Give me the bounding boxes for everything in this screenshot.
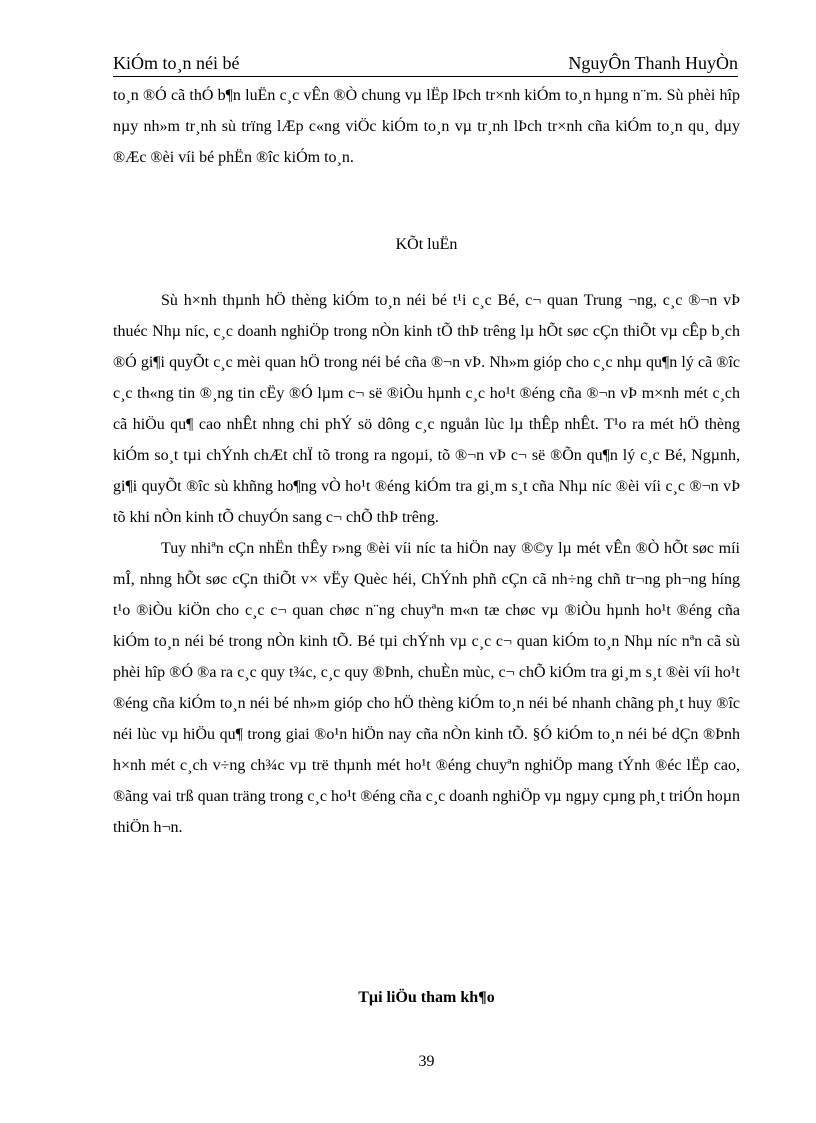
references-heading: Tµi liÖu tham kh¶o xyxy=(358,989,495,1006)
document-body xyxy=(113,80,740,843)
paragraph-conclusion-2: Tuy nhiªn cÇn nhËn thÊy r»ng ®èi víi níc ta hiÖn nay ®©y lµ mét vÊn ®Ò hÕt søc míi mÎ, nhng hÕt søc cÇn thiÕt v× vËy Quèc héi, ChÝnh phñ cÇn cã nh÷ng chñ tr¬ng ph¬ng híng t¹o ®iÒu kiÖn cho c¸c c¬ quan chøc n¨ng chuyªn m«n tæ chøc vµ ®iÒu hµnh ho¹t ®éng cña kiÓm to¸n néi bé trong nÒn kinh tÕ. Bé tµi chÝnh vµ c¸c c¬ quan kiÓm to¸n Nhµ níc nªn cã sù phèi hîp ®Ó ®a ra c¸c quy t¾c, c¸c quy ®Þnh, chuÈn mùc, c¬ chÕ kiÓm tra gi¸m s¸t ®èi víi ho¹t ®éng cña kiÓm to¸n néi bé nh»m gióp cho hÖ thèng kiÓm to¸n néi bé nhanh chãng ph¸t huy ®îc néi lùc vµ hiÖu qu¶ trong giai ®o¹n hiÖn nay cña nÒn kinh tÕ. §Ó kiÓm to¸n néi bé dÇn ®Þnh h×nh mét c¸ch v÷ng ch¾c vµ trë thµnh mét ho¹t ®éng chuyªn nghiÖp mang tÝnh ®éc lËp cao, ®ãng vai trß quan träng trong c¸c ho¹t ®éng cña c¸c doanh nghiÖp vµ ngµy cµng ph¸t triÓn hoµn thiÖn h¬n. xyxy=(113,540,740,836)
page-number: 39 xyxy=(418,1053,435,1070)
paragraph-continuation: to¸n ®Ó cã thÓ b¶n luËn c¸c vÊn ®Ò chung vµ lËp lÞch tr×nh kiÓm to¸n hµng n¨m. Sù phèi hîp nµy nh»m tr¸nh sù trïng lÆp c«ng viÖc kiÓm to¸n vµ tr¸nh lÞch tr×nh cña kiÓm to¸n qu¸ dµy ®Æc ®èi víi bé phËn ®îc kiÓm to¸n. xyxy=(113,87,740,166)
paragraph-conclusion-1: Sù h×nh thµnh hÖ thèng kiÓm to¸n néi bé t¹i c¸c Bé, c¬ quan Trung ¬ng, c¸c ®¬n vÞ thuéc Nhµ níc, c¸c doanh nghiÖp trong nÒn kinh tÕ thÞ trêng lµ hÕt søc cÇn thiÕt vµ cÊp b¸ch ®Ó gi¶i quyÕt c¸c mèi quan hÖ trong néi bé cña ®¬n vÞ. Nh»m gióp cho c¸c nhµ qu¶n lý cã ®îc c¸c th«ng tin ®¸ng tin cËy ®Ó lµm c¬ së ®iÒu hµnh c¸c ho¹t ®éng cña ®¬n vÞ m×nh mét c¸ch cã hiÖu qu¶ cao nhÊt nhng chi phÝ sö dông c¸c nguån lùc lµ thÊp nhÊt. T¹o ra mét hÖ thèng kiÓm so¸t tµi chÝnh chÆt chÏ tõ trong ra ngoµi, tõ ®¬n vÞ c¬ së ®Õn qu¶n lý c¸c Bé, Ngµnh, gi¶i quyÕt ®îc sù khñng ho¶ng vÒ ho¹t ®éng kiÓm tra gi¸m s¸t cña Nhµ níc ®èi víi c¸c ®¬n vÞ tõ khi nÒn kinh tÕ chuyÓn sang c¬ chÕ thÞ trêng. xyxy=(113,292,740,526)
header-right-author: NguyÔn Thanh HuyÒn xyxy=(568,53,738,73)
header-left-title: KiÓm to¸n néi bé xyxy=(113,53,240,73)
section-title-conclusion: KÕt luËn xyxy=(395,236,458,253)
page-header xyxy=(113,52,738,77)
